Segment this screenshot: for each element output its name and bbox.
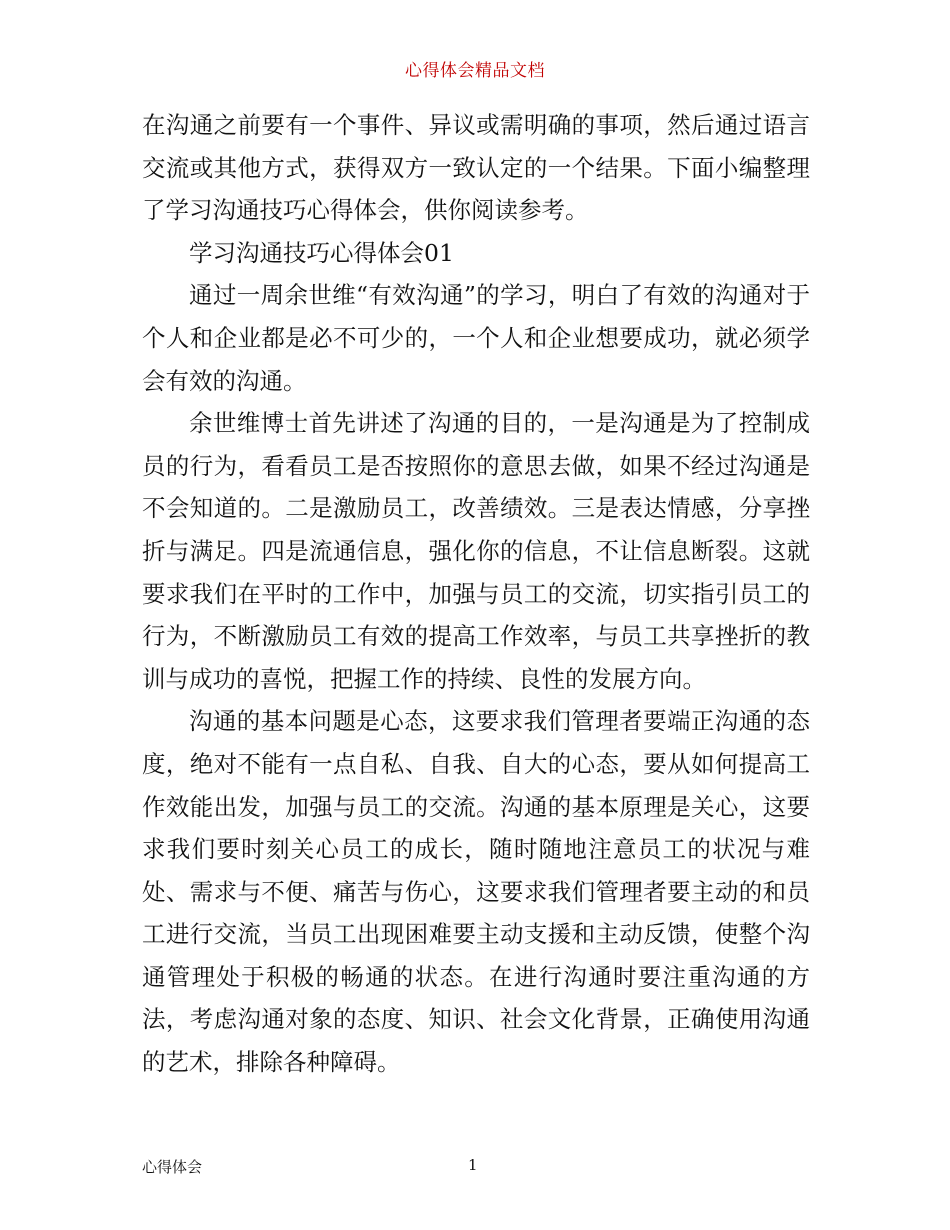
body-paragraph: 余世维博士首先讲述了沟通的目的，一是沟通是为了控制成员的行为，看看员工是否按照你的意思去做，如果不经过沟通是不会知道的。二是激励员工，改善绩效。三是表达情感，分享挫折与满足。四是流通信息，强化你的信息，不让信息断裂。这就要求我们在平时的工作中，加强与员工的交流，切实指引员工的行为，不断激励员工有效的提高工作效率，与员工共享挫折的教训与成功的喜悦，把握工作的持续、良性的发展方向。 xyxy=(142,409,810,693)
document-body xyxy=(142,104,810,1084)
page-number: 1 xyxy=(468,1156,478,1174)
document-header-title: 心得体会精品文档 xyxy=(405,61,545,81)
body-paragraph: 通过一周余世维“有效沟通”的学习，明白了有效的沟通对于个人和企业都是必不可少的，一个人和企业想要成功，就必须学会有效的沟通。 xyxy=(142,281,810,395)
intro-paragraph: 在沟通之前要有一个事件、异议或需明确的事项，然后通过语言交流或其他方式，获得双方一致认定的一个结果。下面小编整理了学习沟通技巧心得体会，供你阅读参考。 xyxy=(142,111,810,225)
body-paragraph: 沟通的基本问题是心态，这要求我们管理者要端正沟通的态度，绝对不能有一点自私、自我、自大的心态，要从如何提高工作效能出发，加强与员工的交流。沟通的基本原理是关心，这要求我们要时刻关心员工的成长，随时随地注意员工的状况与难处、需求与不便、痛苦与伤心，这要求我们管理者要主动的和员工进行交流，当员工出现困难要主动支援和主动反馈，使整个沟通管理处于积极的畅通的状态。在进行沟通时要注重沟通的方法，考虑沟通对象的态度、知识、社会文化背景，正确使用沟通的艺术，排除各种障碍。 xyxy=(142,707,810,1077)
section-heading: 学习沟通技巧心得体会01 xyxy=(189,238,454,267)
footer-label: 心得体会 xyxy=(142,1158,203,1176)
